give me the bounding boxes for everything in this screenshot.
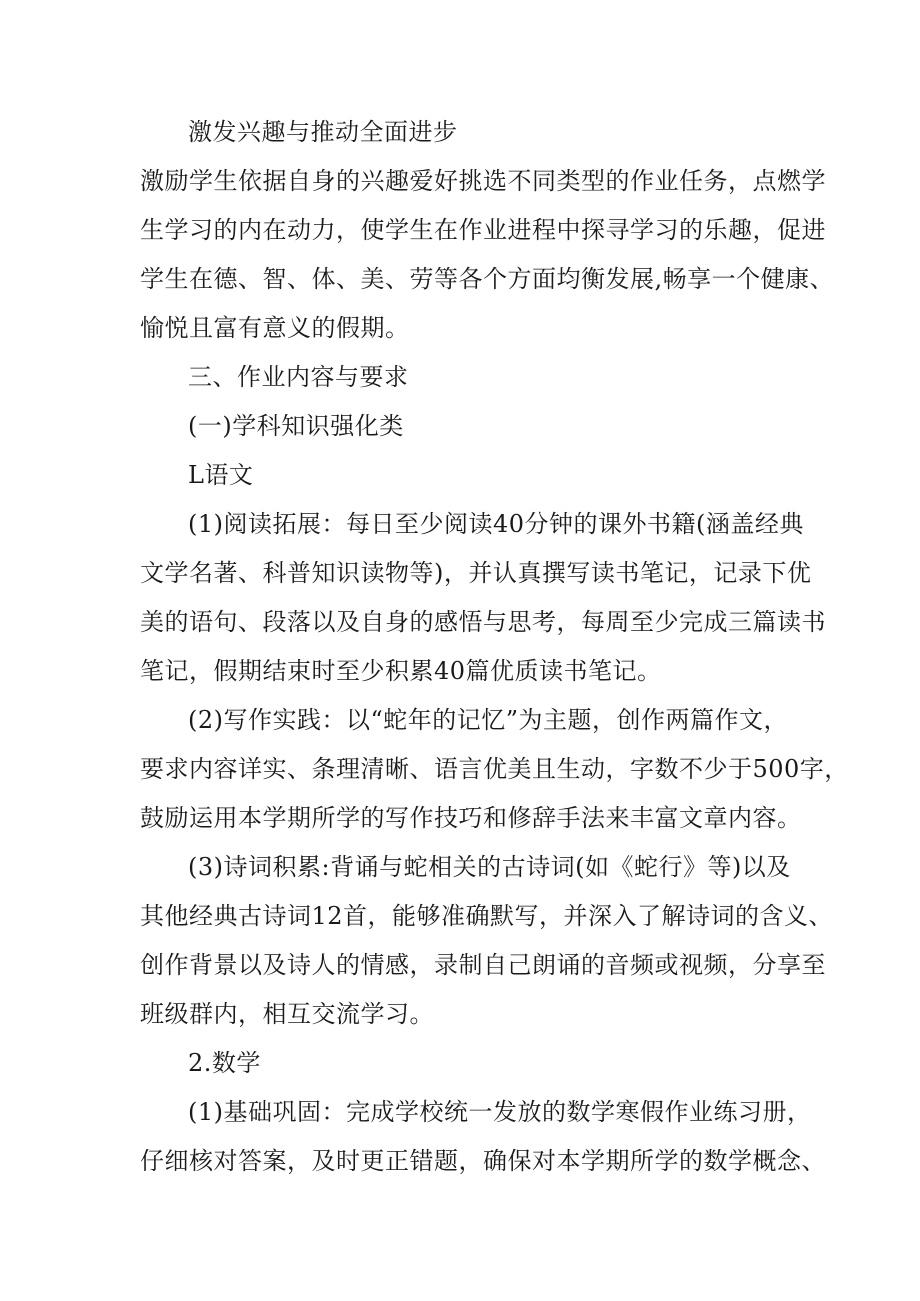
item-writing-line: 要求内容详实、条理清晰、语言优美且生动，字数不少于500字，: [140, 755, 849, 783]
item-math-basics-line: (1)基础巩固：完成学校统一发放的数学寒假作业练习册，: [188, 1098, 812, 1126]
subsection-heading-subject-knowledge: (一)学科知识强化类: [188, 412, 404, 440]
item-reading-line: 笔记，假期结束时至少积累40篇优质读书笔记。: [140, 657, 662, 685]
item-reading-line: 美的语句、段落以及自身的感悟与思考，每周至少完成三篇读书: [140, 608, 826, 636]
subject-heading-math: 2.数学: [188, 1049, 261, 1077]
paragraph-line: 生学习的内在动力，使学生在作业进程中探寻学习的乐趣，促进: [140, 216, 826, 244]
item-reading-line: (1)阅读拓展：每日至少阅读40分钟的课外书籍(涵盖经典: [188, 510, 804, 538]
item-reading-line: 文学名著、科普知识读物等)，并认真撰写读书笔记，记录下优: [140, 559, 812, 587]
subject-heading-chinese: L语文: [188, 461, 254, 489]
paragraph-line: 学生在德、智、体、美、劳等各个方面均衡发展,畅享一个健康、: [140, 265, 835, 293]
heading-interest-progress: 激发兴趣与推动全面进步: [188, 118, 458, 146]
item-writing-line: (2)写作实践：以“蛇年的记忆”为主题，创作两篇作文，: [188, 706, 789, 734]
section-heading-homework-content: 三、作业内容与要求: [188, 363, 409, 391]
item-poetry-line: (3)诗词积累:背诵与蛇相关的古诗词(如《蛇行》等)以及: [188, 853, 791, 881]
paragraph-line: 愉悦且富有意义的假期。: [140, 314, 410, 342]
paragraph-line: 激励学生依据自身的兴趣爱好挑选不同类型的作业任务，点燃学: [140, 167, 826, 195]
item-writing-line: 鼓励运用本学期所学的写作技巧和修辞手法来丰富文章内容。: [140, 804, 802, 832]
item-poetry-line: 创作背景以及诗人的情感，录制自己朗诵的音频或视频，分享至: [140, 951, 826, 979]
item-poetry-line: 其他经典古诗词12首，能够准确默写，并深入了解诗词的含义、: [140, 902, 834, 930]
item-poetry-line: 班级群内，相互交流学习。: [140, 1000, 434, 1028]
item-math-basics-line: 仔细核对答案，及时更正错题，确保对本学期所学的数学概念、: [140, 1147, 826, 1175]
